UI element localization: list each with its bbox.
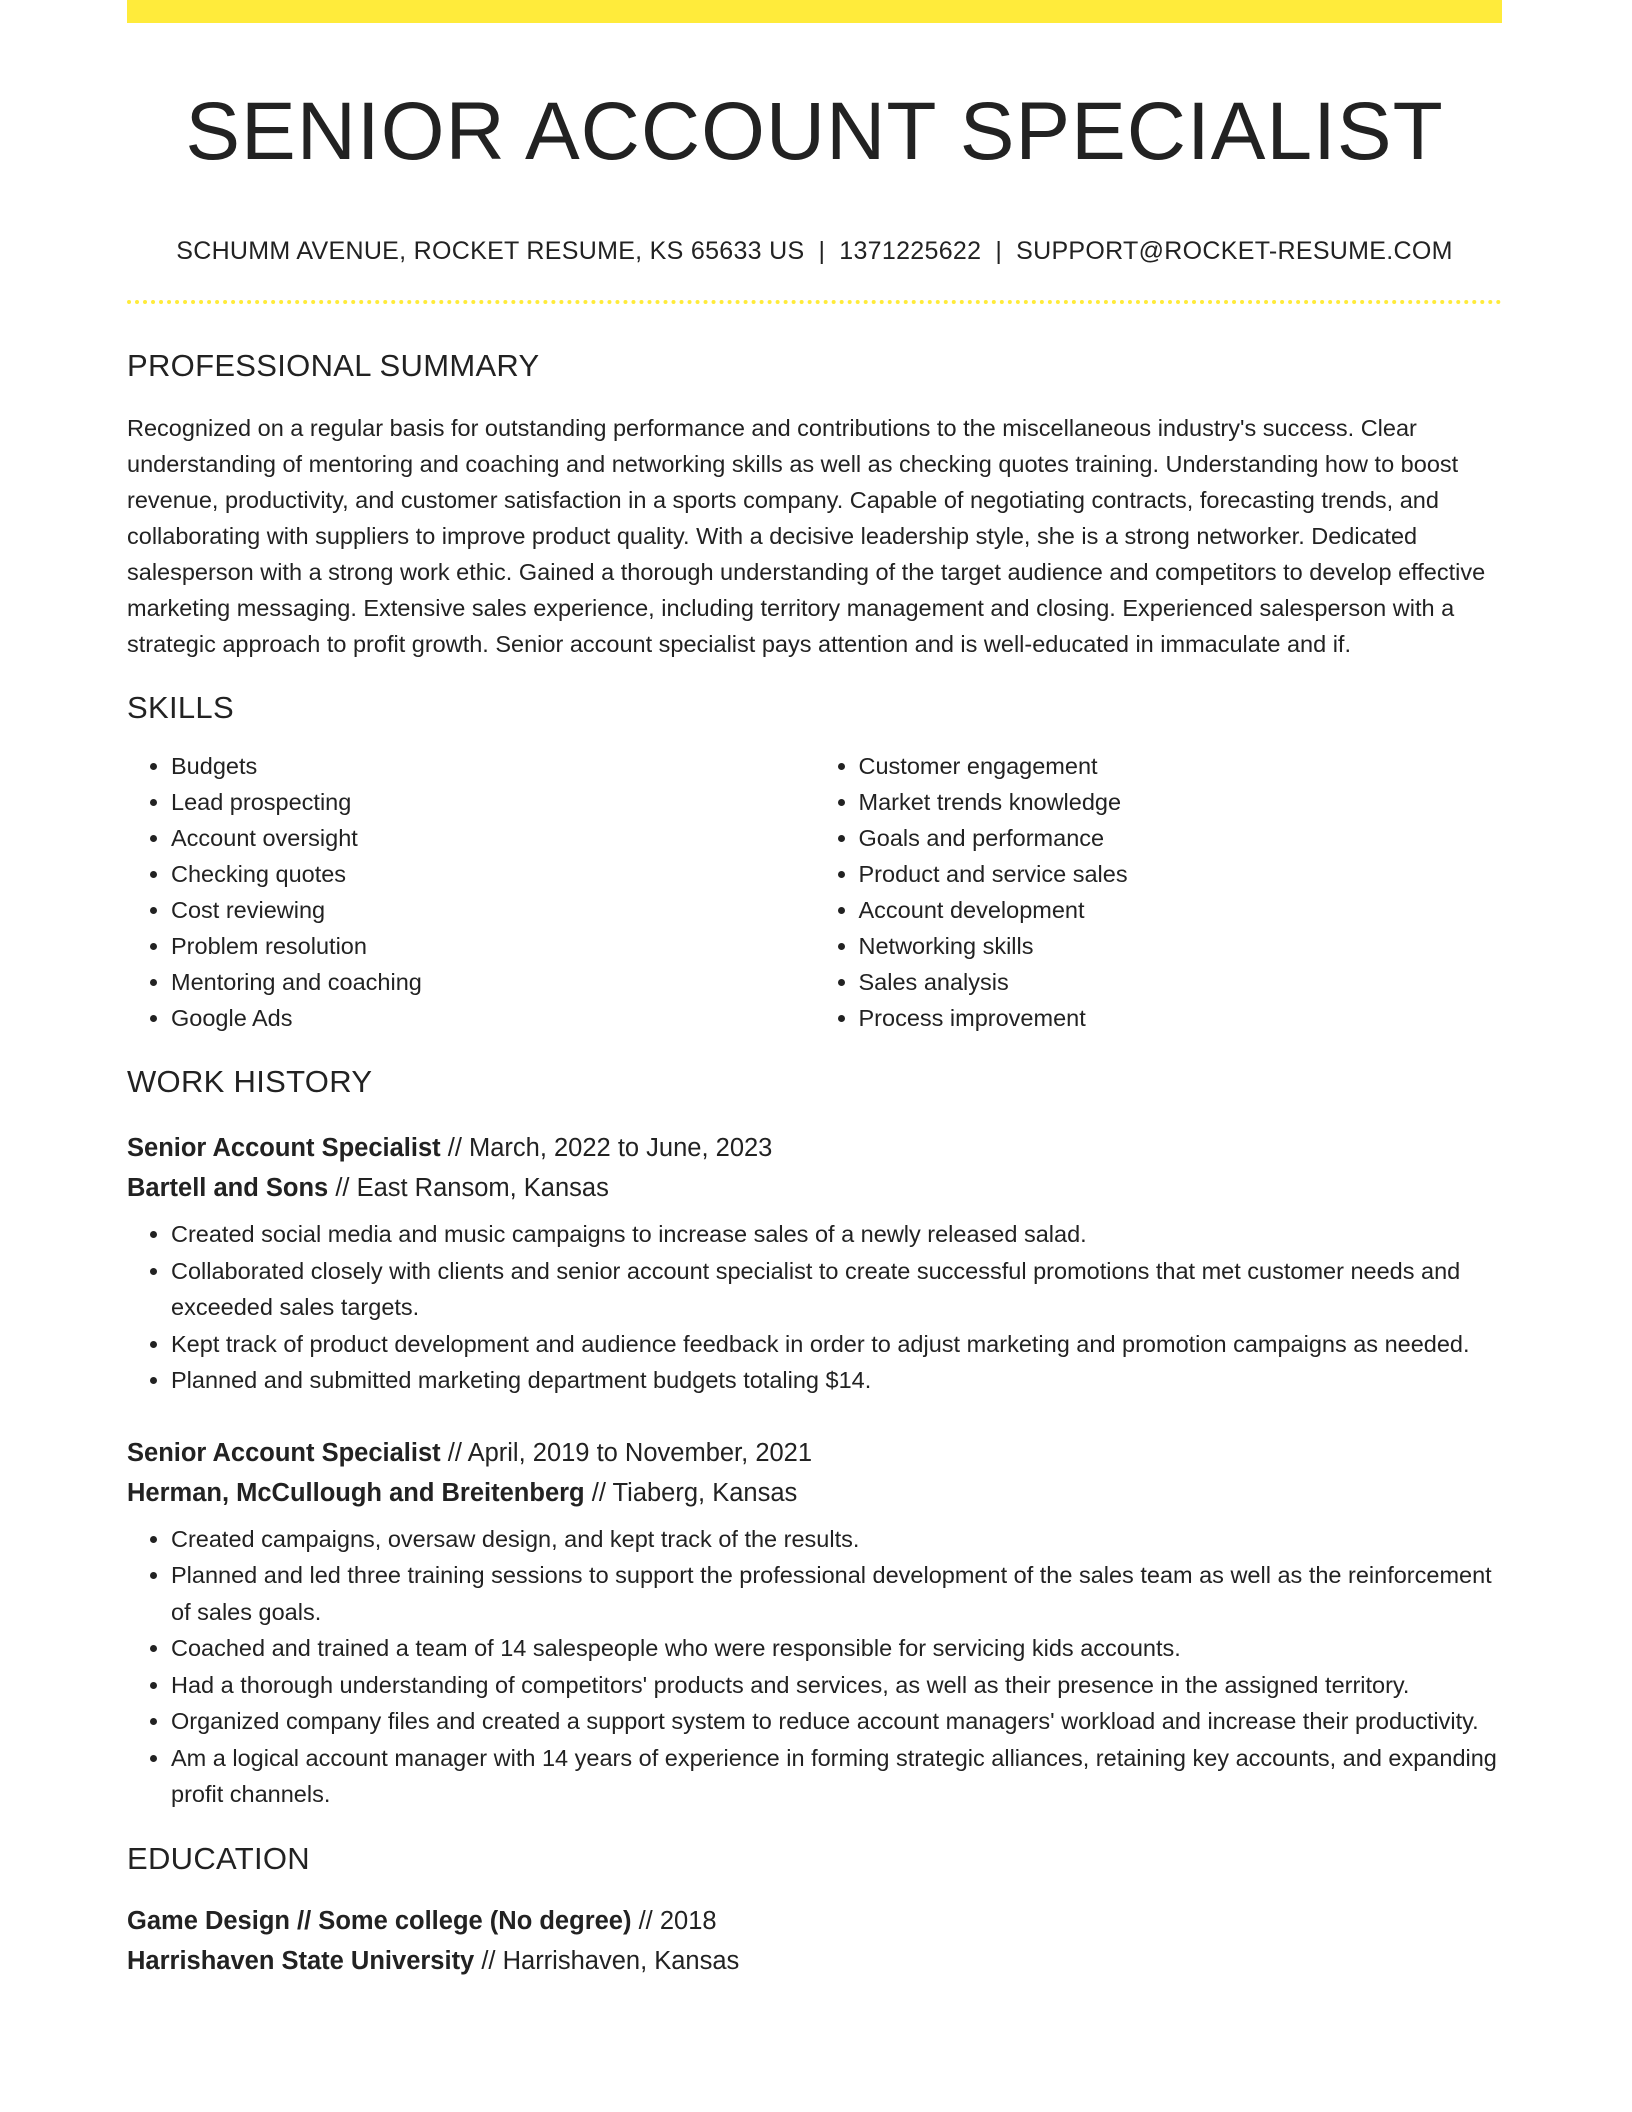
skill-item: • Google Ads: [171, 1000, 815, 1036]
job-company: Bartell and Sons: [127, 1174, 329, 1203]
job-dates: // April, 2019 to November, 2021: [447, 1438, 813, 1467]
contact-line: [127, 237, 1502, 266]
skill-item: • Product and service sales: [859, 856, 1503, 892]
contact-separator: |: [995, 237, 1003, 266]
contact-phone: 1371225622: [839, 237, 982, 266]
education-heading: EDUCATION: [127, 1840, 310, 1876]
contact-email: SUPPORT@ROCKET-RESUME.COM: [1016, 237, 1453, 266]
job-location: // Tiaberg, Kansas: [591, 1478, 798, 1507]
education-degree: Game Design // Some college (No degree): [127, 1906, 632, 1935]
job-title-line: [127, 1433, 1502, 1473]
job-title-line: [127, 1128, 1502, 1168]
education-school-line: [127, 1941, 1502, 1981]
job-title: Senior Account Specialist: [127, 1438, 441, 1467]
skill-item: • Networking skills: [859, 928, 1503, 964]
job-bullet: • Planned and submitted marketing department budgets totaling $14.: [171, 1362, 1502, 1399]
skill-item: • Sales analysis: [859, 964, 1503, 1000]
job-bullet: • Had a thorough understanding of competitors' products and services, as well as their presence in the assigned territory.: [171, 1667, 1502, 1704]
education-school: Harrishaven State University: [127, 1946, 475, 1975]
job-company-line: [127, 1168, 1502, 1208]
skill-item: • Cost reviewing: [171, 892, 815, 928]
job-company-line: [127, 1473, 1502, 1513]
skills-column-left: [127, 748, 815, 1036]
skill-item: • Account oversight: [171, 820, 815, 856]
skill-item: • Budgets: [171, 748, 815, 784]
dotted-divider: [127, 300, 1502, 304]
skill-item: • Lead prospecting: [171, 784, 815, 820]
job-bullets: [127, 1216, 1502, 1399]
job-bullet: • Am a logical account manager with 14 years of experience in forming strategic alliances, retaining key accounts, and expanding profit channels.: [171, 1740, 1502, 1813]
job-entry: [127, 1128, 1502, 1399]
resume-page: [127, 0, 1502, 1981]
summary-text: Recognized on a regular basis for outstanding performance and contributions to the miscellaneous industry's success. Clear understanding of mentoring and coaching and networking skills as well as checking quotes training. Understanding how to boost revenue, productivity, and customer satisfaction in a sports company. Capable of negotiating contracts, forecasting trends, and collaborating with suppliers to improve product quality. With a decisive leadership style, she is a strong networker. Dedicated salesperson with a strong work ethic. Gained a thorough understanding of the target audience and competitors to develop effective marketing messaging. Extensive sales experience, including territory management and closing. Experienced salesperson with a strategic approach to profit growth. Senior account specialist pays attention and is well-educated in immaculate and if.: [127, 415, 1486, 658]
education-year: // 2018: [638, 1906, 717, 1935]
job-bullet: • Created campaigns, oversaw design, and kept track of the results.: [171, 1521, 1502, 1558]
job-bullet: • Planned and led three training sessions to support the professional development of the sales team as well as the reinforcement of sales goals.: [171, 1557, 1502, 1630]
skill-item: • Process improvement: [859, 1000, 1503, 1036]
contact-separator: |: [818, 237, 826, 266]
skill-item: • Account development: [859, 892, 1503, 928]
job-title: Senior Account Specialist: [127, 1134, 441, 1163]
skill-item: • Mentoring and coaching: [171, 964, 815, 1000]
work-history-heading: WORK HISTORY: [127, 1064, 373, 1100]
job-bullet: • Collaborated closely with clients and senior account specialist to create successful promotions that met customer needs and exceeded sales targets.: [171, 1253, 1502, 1326]
skills-heading: SKILLS: [127, 690, 234, 726]
job-company: Herman, McCullough and Breitenberg: [127, 1478, 585, 1507]
skill-item: • Checking quotes: [171, 856, 815, 892]
contact-address: SCHUMM AVENUE, ROCKET RESUME, KS 65633 US: [176, 237, 805, 266]
job-bullet: • Organized company files and created a support system to reduce account managers' workload and increase their productivity.: [171, 1703, 1502, 1740]
skill-item: • Problem resolution: [171, 928, 815, 964]
job-bullet: • Kept track of product development and audience feedback in order to adjust marketing and promotion campaigns as needed.: [171, 1326, 1502, 1363]
education-entry: [127, 1901, 1502, 1981]
skills-list: [127, 748, 1502, 1036]
skills-column-right: [815, 748, 1503, 1036]
job-bullet: • Created social media and music campaigns to increase sales of a newly released salad.: [171, 1216, 1502, 1253]
resume-title: SENIOR ACCOUNT SPECIALIST: [185, 86, 1444, 177]
job-bullet: • Coached and trained a team of 14 salespeople who were responsible for servicing kids accounts.: [171, 1630, 1502, 1667]
job-bullets: [127, 1521, 1502, 1813]
accent-bar: [127, 0, 1502, 23]
skill-item: • Goals and performance: [859, 820, 1503, 856]
education-location: // Harrishaven, Kansas: [481, 1946, 740, 1975]
skill-item: • Customer engagement: [859, 748, 1503, 784]
job-dates: // March, 2022 to June, 2023: [447, 1134, 773, 1163]
summary-heading: PROFESSIONAL SUMMARY: [127, 348, 540, 384]
job-entry: [127, 1433, 1502, 1813]
skill-item: • Market trends knowledge: [859, 784, 1503, 820]
education-degree-line: [127, 1901, 1502, 1941]
job-location: // East Ransom, Kansas: [335, 1174, 609, 1203]
